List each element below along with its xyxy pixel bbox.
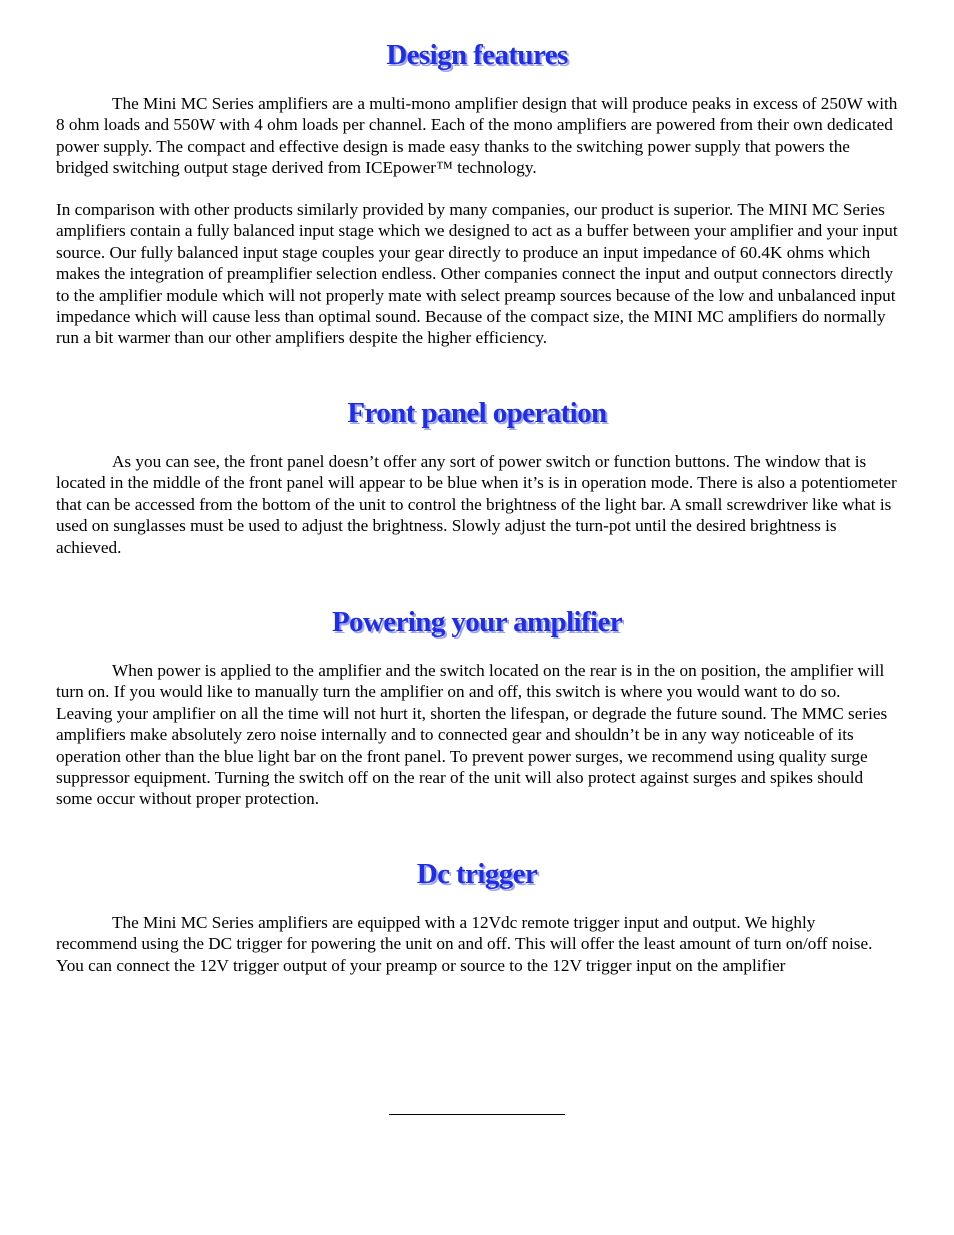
heading-dc-trigger: Dc trigger [416,858,538,890]
paragraph-design-features-1: The Mini MC Series amplifiers are a multi-mono amplifier design that will produce peaks in excess of 250W with 8 ohm loads and 550W with 4 ohm loads per channel. Each of the mono amplifiers are powered from their own dedicated power supply. The compact and effective design is made easy thanks to the switching power supply that powers the bridged switching output stage derived from ICEpower™ technology. [56,94,898,178]
heading-front-panel-operation: Front panel operation [347,397,607,429]
footnote-separator [389,1114,565,1115]
paragraph-dc-trigger: The Mini MC Series amplifiers are equipped with a 12Vdc remote trigger input and output. We highly recommend using the DC trigger for powering the unit on and off. This will offer the least amount of turn on/off noise. You can connect the 12V trigger output of your preamp or source to the 12V trigger input on the amplifier [56,913,873,975]
paragraph-design-features-2: In comparison with other products similarly provided by many companies, our product is superior. The MINI MC Series amplifiers contain a fully balanced input stage which we designed to act as a buffer between your amplifier and your input source. Our fully balanced input stage couples your gear directly to produce an input impedance of 60.4K ohms which makes the integration of preamplifier selection endless. Other companies connect the input and output connectors directly to the amplifier module which will not properly mate with select preamp sources because of the low and unbalanced input impedance which will cause less than optimal sound. Because of the compact size, the MINI MC amplifiers do normally run a bit warmer than our other amplifiers despite the higher efficiency. [56,200,898,348]
paragraph-powering-your-amplifier: When power is applied to the amplifier and the switch located on the rear is in the on position, the amplifier will turn on. If you would like to manually turn the amplifier on and off, this switch is where you would want to do so. Leaving your amplifier on all the time will not hurt it, shorten the lifespan, or degrade the future sound. The MMC series amplifiers make absolutely zero noise internally and to connected gear and shouldn’t be in any way noticeable of its operation other than the blue light bar on the front panel. To prevent power surges, we recommend using quality surge suppressor equipment. Turning the switch off on the rear of the unit will also protect against surges and spikes should some occur without proper protection. [56,661,888,809]
paragraph-front-panel-operation: As you can see, the front panel doesn’t offer any sort of power switch or function buttons. The window that is located in the middle of the front panel will appear to be blue when it’s is in operation mode. There is also a potentiometer that can be accessed from the bottom of the unit to control the brightness of the light bar. A small screwdriver like what is used on sunglasses must be used to adjust the brightness. Slowly adjust the turn-pot until the desired brightness is achieved. [56,452,897,557]
heading-design-features: Design features [386,39,568,71]
heading-powering-your-amplifier: Powering your amplifier [331,606,623,638]
